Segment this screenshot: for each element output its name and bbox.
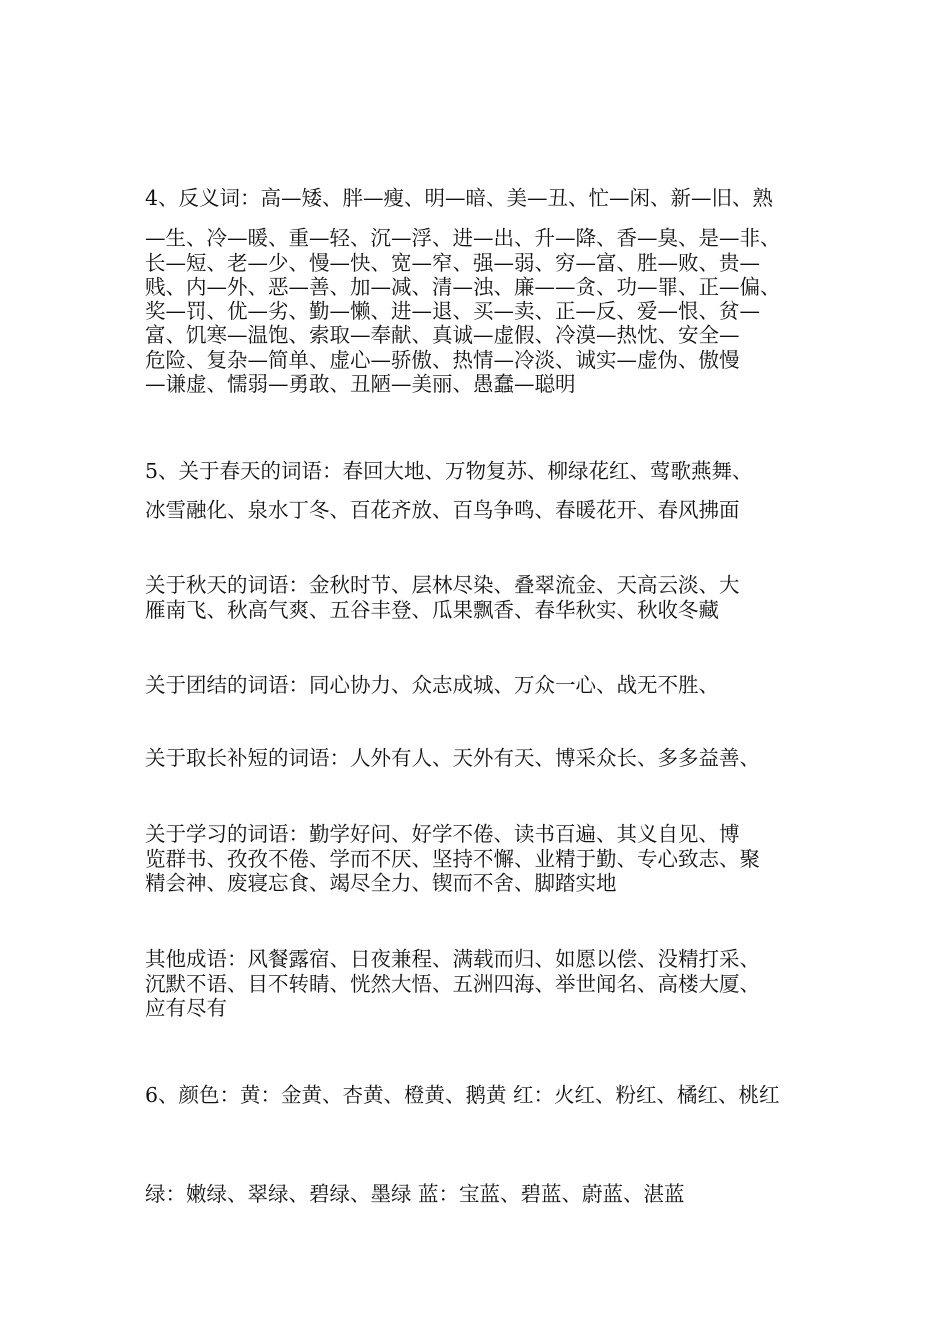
text-line: 贱、内—外、恶—善、加—减、清—浊、廉——贪、功—罪、正—偏、 xyxy=(145,275,781,299)
text-line: 绿：嫩绿、翠绿、碧绿、墨绿 蓝：宝蓝、碧蓝、蔚蓝、湛蓝 xyxy=(145,1182,685,1206)
text-line: 关于取长补短的词语：人外有人、天外有天、博采众长、多多益善、 xyxy=(145,746,760,770)
text-line: 精会神、废寝忘食、竭尽全力、锲而不舍、脚踏实地 xyxy=(145,871,617,895)
text-line: 5、关于春天的词语：春回大地、万物复苏、柳绿花红、莺歌燕舞、 xyxy=(145,459,753,483)
text-line: 其他成语：风餐露宿、日夜兼程、满载而归、如愿以偿、没精打采、 xyxy=(145,947,760,971)
text-line: 关于秋天的词语：金秋时节、层林尽染、叠翠流金、天高云淡、大 xyxy=(145,573,740,597)
text-line: 富、饥寒—温饱、索取—奉献、真诚—虚假、冷漠—热忱、安全— xyxy=(145,323,740,347)
text-line: 关于学习的词语：勤学好问、好学不倦、读书百遍、其义自见、博 xyxy=(145,822,740,846)
text-line: 应有尽有 xyxy=(145,996,227,1020)
text-line: —谦虚、懦弱—勇敢、丑陋—美丽、愚蠢—聪明 xyxy=(145,372,576,396)
text-line: 冰雪融化、泉水丁冬、百花齐放、百鸟争鸣、春暖花开、春风拂面 xyxy=(145,498,740,522)
text-line: 长—短、老—少、慢—快、宽—窄、强—弱、穷—富、胜—败、贵— xyxy=(145,251,760,275)
text-line: 览群书、孜孜不倦、学而不厌、坚持不懈、业精于勤、专心致志、聚 xyxy=(145,847,760,871)
text-line: 危险、复杂—简单、虚心—骄傲、热情—冷淡、诚实—虚伪、傲慢 xyxy=(145,348,740,372)
text-line: 雁南飞、秋高气爽、五谷丰登、瓜果飘香、春华秋实、秋收冬藏 xyxy=(145,598,719,622)
text-line: 6、颜色：黄：金黄、杏黄、橙黄、鹅黄 红：火红、粉红、橘红、桃红 xyxy=(145,1083,780,1107)
text-line: —生、冷—暖、重—轻、沉—浮、进—出、升—降、香—臭、是—非、 xyxy=(145,226,781,250)
text-line: 4、反义词：高—矮、胖—瘦、明—暗、美—丑、忙—闲、新—旧、熟 xyxy=(145,186,774,210)
text-line: 关于团结的词语：同心协力、众志成城、万众一心、战无不胜、 xyxy=(145,673,719,697)
text-line: 奖—罚、优—劣、勤—懒、进—退、买—卖、正—反、爱—恨、贫— xyxy=(145,299,760,323)
text-line: 沉默不语、目不转睛、恍然大悟、五洲四海、举世闻名、高楼大厦、 xyxy=(145,972,760,996)
